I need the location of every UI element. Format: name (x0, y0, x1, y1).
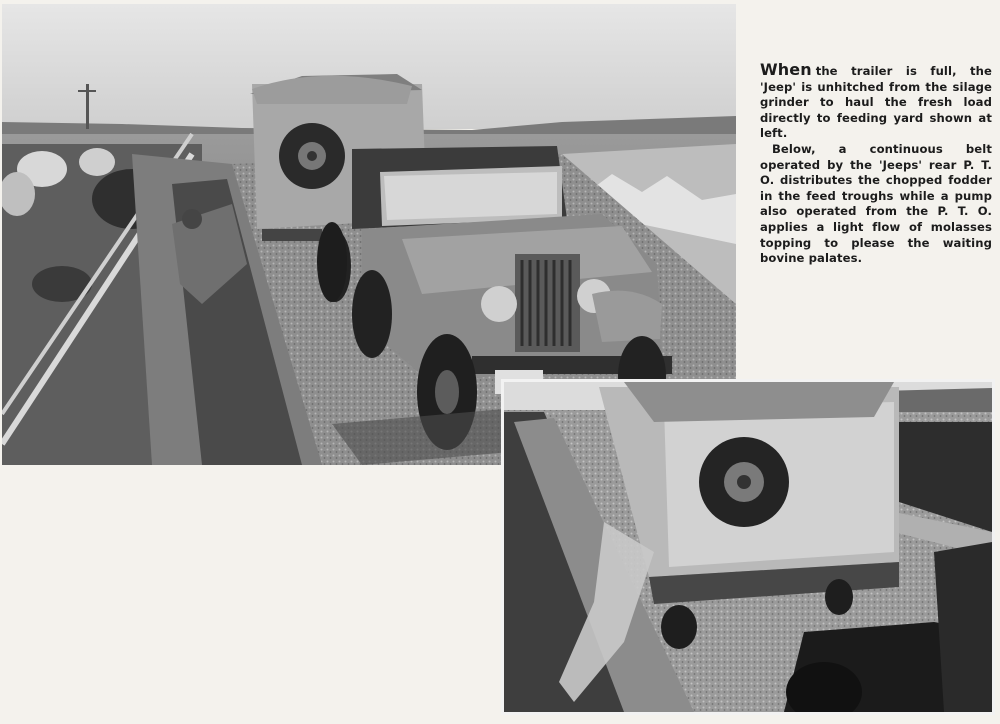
caption-paragraph-1-text: the trailer is full, the 'Jeep' is unhitched from the silage grinder to haul the fresh load directly to feeding yard shown at left. (760, 64, 992, 141)
photo-caption (760, 62, 992, 267)
photo-trailer-illustration (504, 382, 992, 712)
caption-lead-word: When (760, 60, 812, 79)
caption-paragraph-1 (760, 62, 992, 142)
caption-paragraph-2: Below, a continuous belt operated by the 'Jeeps' rear P. T. O. distributes the chopped fodder in the feed troughs while a pump also operated from the P. T. O. applies a light flow of molasses topping to please the waiting bovine palates. (760, 141, 992, 266)
photo-trailer-distributing-fodder (504, 382, 992, 712)
